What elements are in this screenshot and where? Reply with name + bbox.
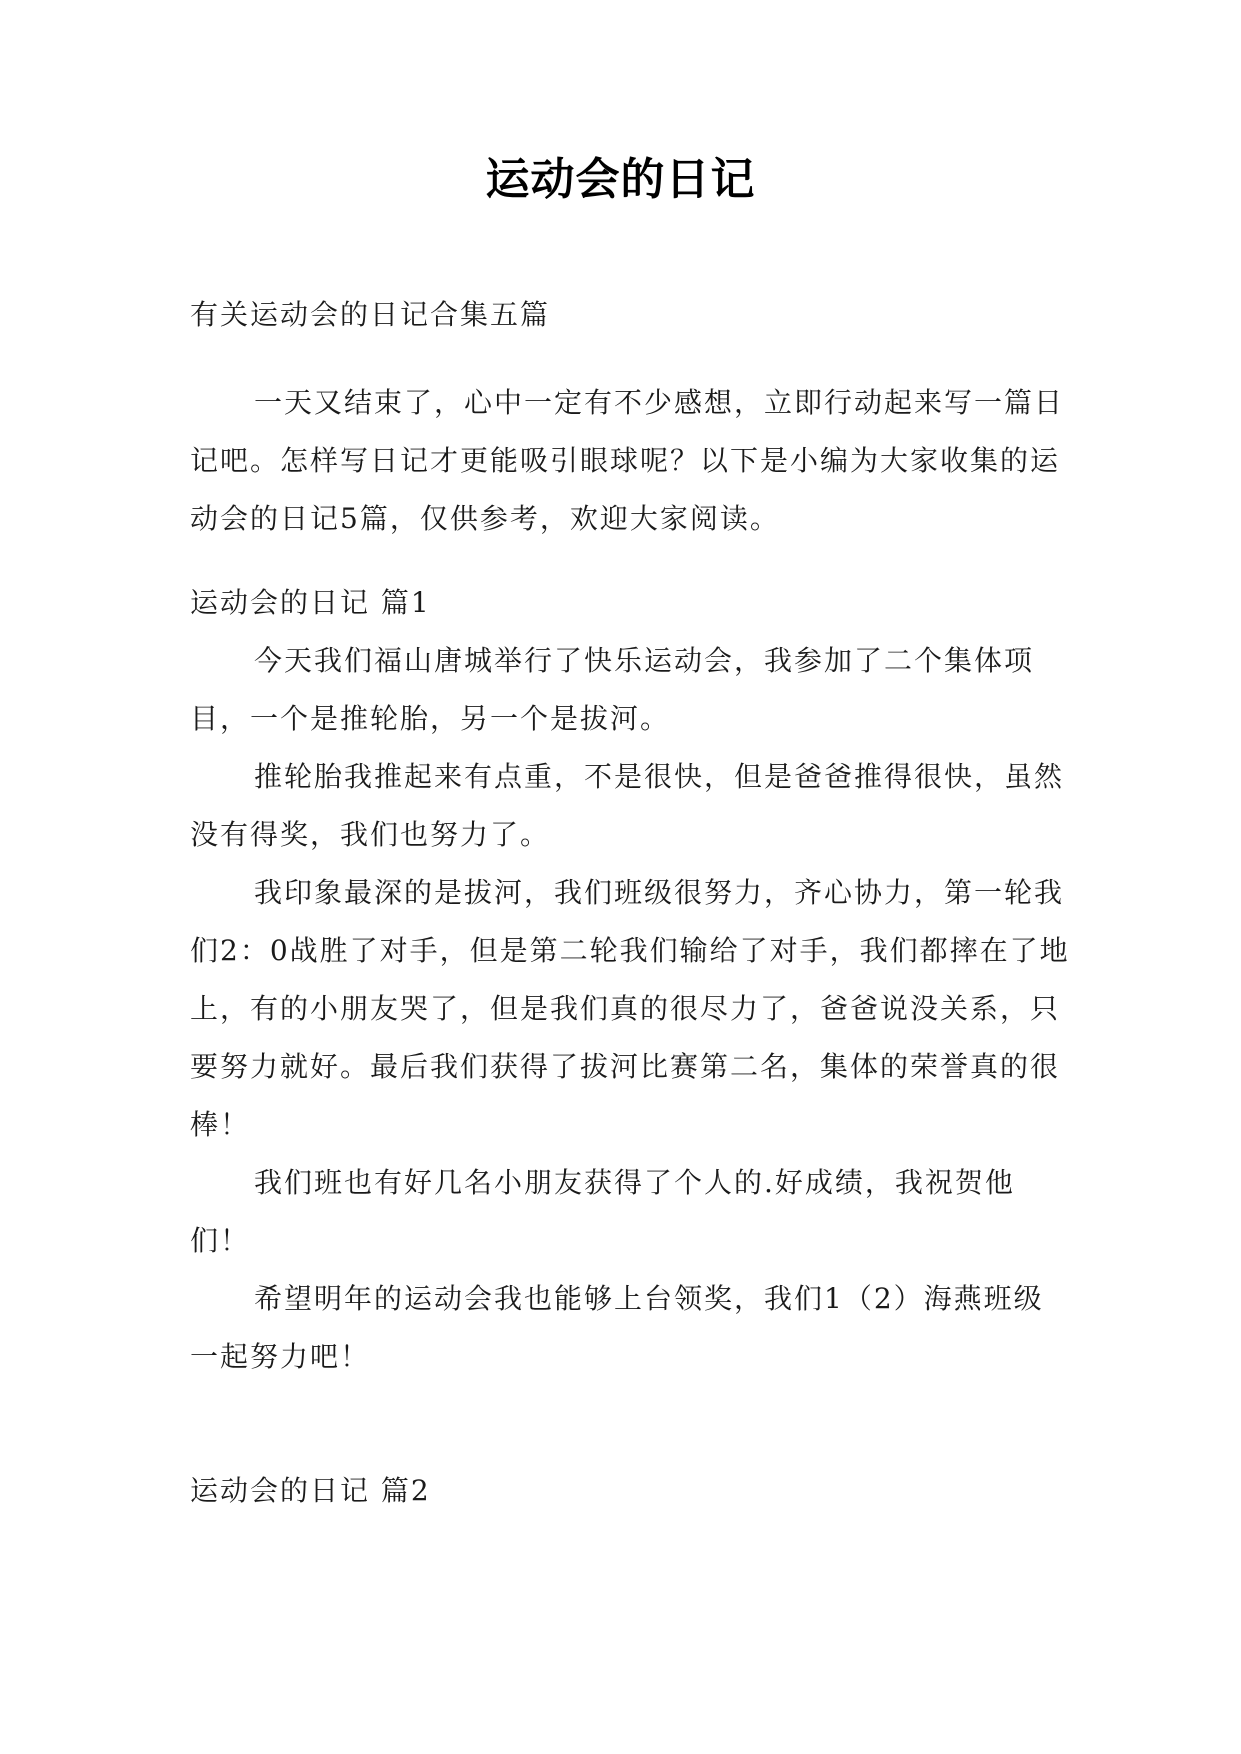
section-heading: 运动会的日记 篇2	[190, 1474, 431, 1507]
section-heading: 运动会的日记 篇1	[190, 586, 431, 619]
section-2	[190, 1462, 1070, 1520]
intro-block	[190, 374, 1070, 548]
document-subtitle: 有关运动会的日记合集五篇	[190, 298, 551, 331]
section-paragraph: 我们班也有好几名小朋友获得了个人的.好成绩，我祝贺他们！	[190, 1166, 1015, 1257]
section-paragraph: 我印象最深的是拔河，我们班级很努力，齐心协力，第一轮我们2：0战胜了对手，但是第二轮我们输给了对手，我们都摔在了地上，有的小朋友哭了，但是我们真的很尽力了，爸爸说没关系，只要努力就好。最后我们获得了拔河比赛第二名，集体的荣誉真的很棒！	[190, 876, 1070, 1141]
section-paragraph: 今天我们福山唐城举行了快乐运动会，我参加了二个集体项目，一个是推轮胎，另一个是拔河。	[190, 644, 1035, 735]
section-paragraph: 希望明年的运动会我也能够上台领奖，我们1（2）海燕班级一起努力吧！	[190, 1282, 1044, 1373]
section-1	[190, 574, 1070, 1386]
document-title: 运动会的日记	[485, 154, 756, 205]
section-paragraph: 推轮胎我推起来有点重，不是很快，但是爸爸推得很快，虽然没有得奖，我们也努力了。	[190, 760, 1065, 851]
intro-paragraph: 一天又结束了，心中一定有不少感想，立即行动起来写一篇日记吧。怎样写日记才更能吸引眼球呢？以下是小编为大家收集的运动会的日记5篇，仅供参考，欢迎大家阅读。	[190, 386, 1065, 535]
